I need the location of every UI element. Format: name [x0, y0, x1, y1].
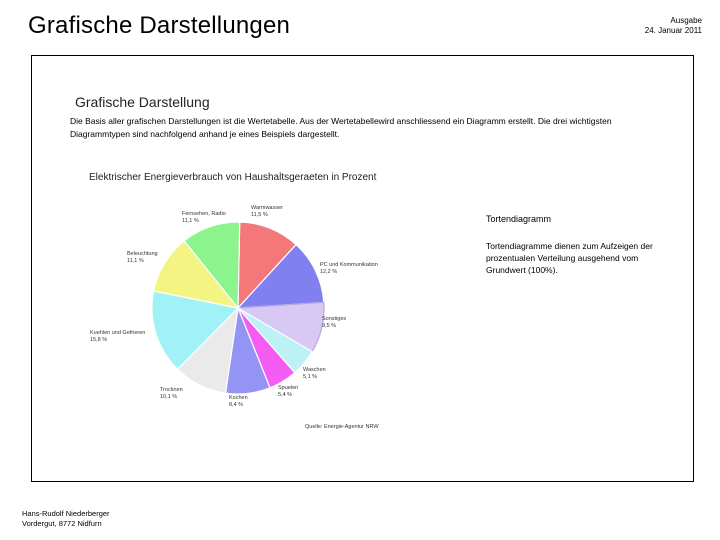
pie-value-kuehlen: 15,8 % — [90, 337, 108, 343]
footer-address: Vordergut, 8772 Nidfurn — [22, 519, 102, 528]
pie-label-warmwasser: Warmwasser — [251, 205, 283, 211]
pie-label-spuelen: Spuelen — [278, 385, 299, 391]
section-title: Grafische Darstellung — [75, 94, 210, 110]
pie-label-kuehlen: Kuehlen und Gefrieren — [90, 330, 146, 336]
footer-name: Hans-Rudolf Niederberger — [22, 509, 110, 518]
sidebar-heading: Tortendiagramm — [486, 214, 552, 224]
edition-date: 24. Januar 2011 — [644, 26, 702, 35]
pie-value-trocknen: 10,1 % — [160, 394, 178, 400]
pie-label-trocknen: Trocknen — [160, 387, 183, 393]
pie-value-waschen: 5,1 % — [303, 374, 318, 380]
pie-label-pc: PC und Kommunikation — [320, 262, 378, 268]
pie-label-sonstiges: Sonstiges — [322, 316, 347, 322]
chart-source: Quelle: Energie-Agentur NRW — [305, 424, 379, 430]
pie-label-waschen: Waschen — [303, 367, 326, 373]
pie-value-pc: 12,2 % — [320, 269, 338, 275]
pie-value-spuelen: 5,4 % — [278, 392, 293, 398]
pie-value-kochen: 8,4 % — [229, 402, 244, 408]
chart-title: Elektrischer Energieverbrauch von Haushaltsgeraeten in Prozent — [89, 172, 377, 183]
sidebar-text: Tortendiagramme dienen zum Aufzeigen der prozentualen Verteilung ausgehend vom Grundwert (100%). — [486, 241, 653, 275]
pie-value-warmwasser: 11,5 % — [251, 212, 268, 218]
footer-author — [22, 509, 110, 529]
edition-label: Ausgabe — [670, 16, 702, 25]
pie-value-sonstiges: 9,5 % — [322, 323, 337, 329]
pie-label-beleuchtung: Beleuchtung — [127, 251, 158, 257]
pie-label-kochen: Kochen — [229, 395, 248, 401]
pie-slices — [152, 222, 324, 394]
pie-value-beleuchtung: 11,1 % — [127, 258, 144, 264]
intro-text: Die Basis aller grafischen Darstellungen ist die Wertetabelle. Aus der Wertetabellewird anschliessend ein Diagramm erstellt. Die drei wichtigsten Diagrammtypen sind nachfolgend anhand je eines Beispiels dargestellt. — [70, 116, 612, 139]
pie-value-fernsehen: 11,1 % — [182, 218, 199, 224]
pie-label-fernsehen: Fernsehen, Radio — [182, 211, 226, 217]
page-title: Grafische Darstellungen — [28, 12, 291, 39]
